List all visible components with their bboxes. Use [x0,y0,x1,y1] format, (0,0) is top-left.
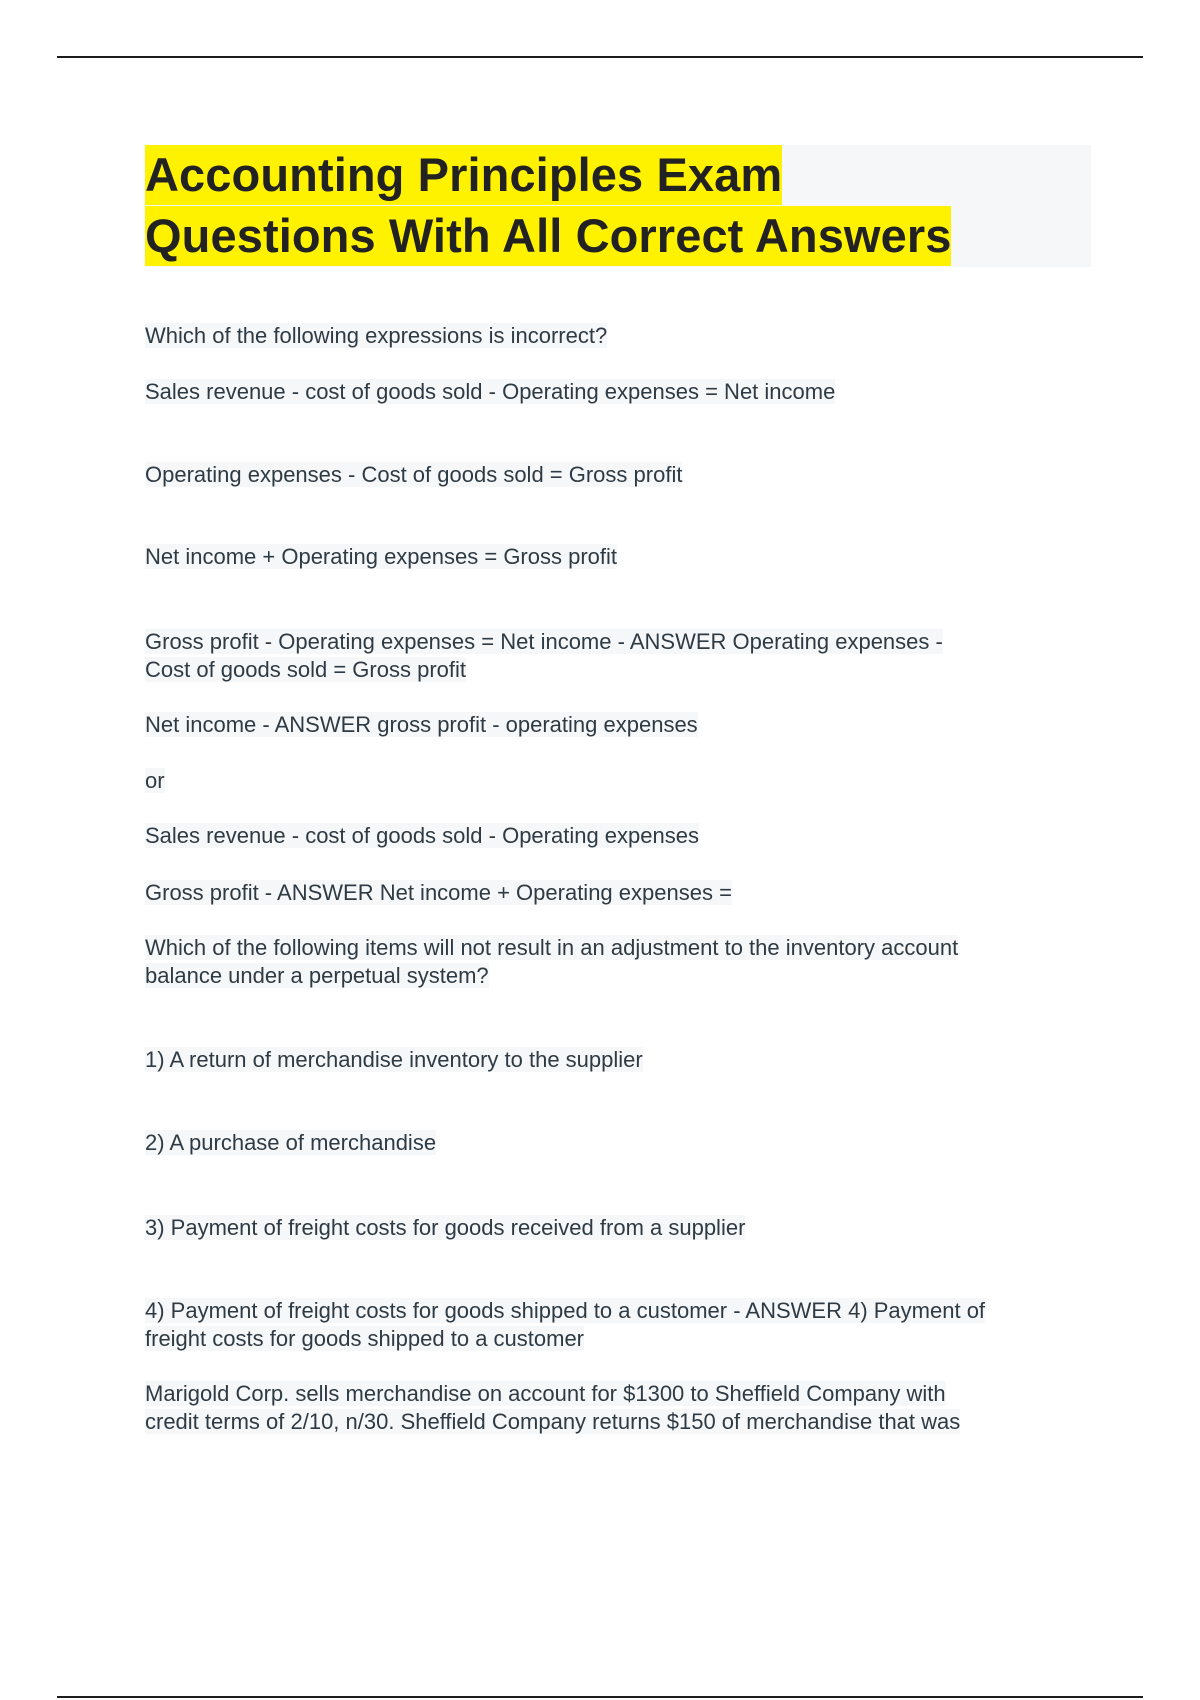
question-1-prompt [145,322,607,350]
document-title [145,145,1091,267]
text-line: 1) A return of merchandise inventory to the supplier [145,1047,643,1072]
text-line: balance under a perpetual system? [145,963,489,988]
bottom-rule [57,1696,1143,1698]
text-line: Which of the following expressions is incorrect? [145,323,608,348]
text-line: Net income + Operating expenses = Gross profit [145,544,618,569]
text-line: Sales revenue - cost of goods sold - Operating expenses = Net income [145,379,836,404]
text-line: Sales revenue - cost of goods sold - Operating expenses [145,823,699,848]
question-1-option-c [145,543,617,571]
answer-or [145,767,165,795]
text-line: Which of the following items will not result in an adjustment to the inventory account [145,935,959,960]
question-1-option-a [145,378,835,406]
text-line: Cost of goods sold = Gross profit [145,657,466,682]
text-line: Operating expenses - Cost of goods sold = Gross profit [145,462,683,487]
text-line: 2) A purchase of merchandise [145,1130,437,1155]
question-3-answer [145,879,732,907]
text-line: Gross profit - Operating expenses = Net income - ANSWER Operating expenses - [145,629,943,654]
text-line: freight costs for goods shipped to a customer [145,1326,585,1351]
answer-alternative [145,822,699,850]
text-line: Marigold Corp. sells merchandise on account for $1300 to Sheffield Company with [145,1381,946,1406]
question-2-answer [145,711,698,739]
text-line: or [145,768,165,793]
text-line: credit terms of 2/10, n/30. Sheffield Company returns $150 of merchandise that was [145,1409,961,1434]
top-rule [57,56,1143,58]
question-1-option-b [145,461,682,489]
question-4-answer [145,1297,985,1353]
question-4-option-3 [145,1214,745,1242]
text-line: Gross profit - ANSWER Net income + Operating expenses = [145,880,732,905]
text-line: 3) Payment of freight costs for goods received from a supplier [145,1215,746,1240]
text-line: Net income - ANSWER gross profit - operating expenses [145,712,698,737]
title-line-2: Questions With All Correct Answers [145,206,951,266]
question-5-prompt [145,1380,960,1436]
title-line-1: Accounting Principles Exam [145,145,782,205]
question-4-option-1 [145,1046,643,1074]
question-1-answer [145,628,943,684]
question-4-option-2 [145,1129,436,1157]
text-line: 4) Payment of freight costs for goods shipped to a customer - ANSWER 4) Payment of [145,1298,986,1323]
question-4-prompt [145,934,958,990]
